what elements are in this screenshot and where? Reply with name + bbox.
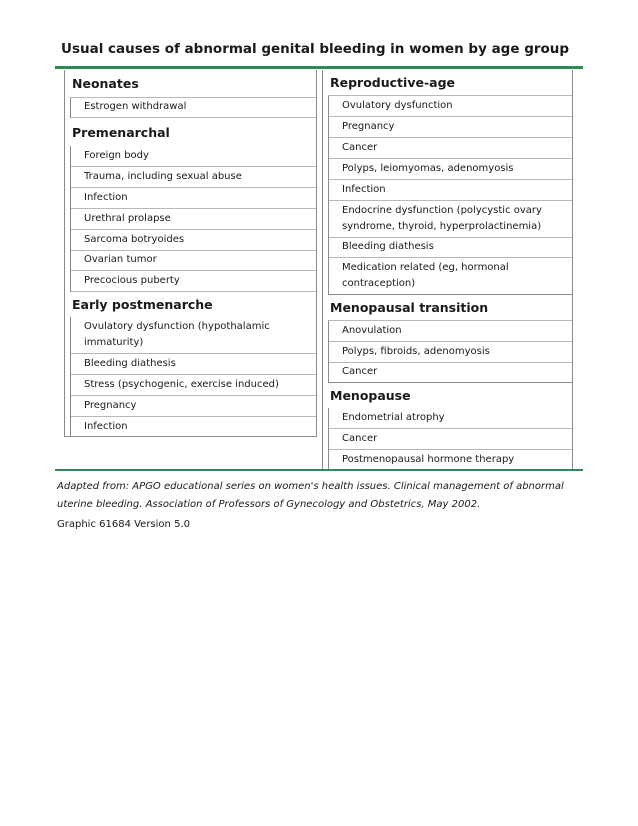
list-item: Cancer (329, 138, 572, 159)
list-item: Stress (psychogenic, exercise induced) (71, 375, 316, 396)
list-item: Infection (71, 188, 316, 209)
list-item: Infection (329, 180, 572, 201)
list-item: Bleeding diathesis (71, 354, 316, 375)
page-title: Usual causes of abnormal genital bleeding in women by age group (61, 41, 570, 57)
list-item: Foreign body (71, 146, 316, 167)
list-item: Cancer (329, 429, 572, 450)
menopausal-transition-list (328, 320, 572, 383)
neonates-list (70, 97, 316, 118)
list-item: Polyps, fibroids, adenomyosis (329, 342, 572, 363)
left-column (64, 70, 317, 437)
section-header-early-postmenarche: Early postmenarche (72, 297, 213, 312)
list-item: Endometrial atrophy (329, 408, 572, 429)
early-postmenarche-list (70, 317, 316, 437)
premenarchal-list (70, 146, 316, 292)
list-item: Endocrine dysfunction (polycystic ovary syndrome, thyroid, hyperprolactinemia) (329, 201, 572, 238)
section-header-reproductive-age: Reproductive-age (330, 75, 455, 90)
list-item: Trauma, including sexual abuse (71, 167, 316, 188)
list-item: Precocious puberty (71, 271, 316, 292)
section-header-neonates: Neonates (72, 76, 139, 91)
menopause-list (328, 408, 572, 471)
bottom-divider (55, 469, 583, 471)
list-item: Anovulation (329, 321, 572, 342)
list-item: Estrogen withdrawal (71, 98, 316, 118)
top-divider (55, 66, 583, 69)
list-item: Postmenopausal hormone therapy (329, 450, 572, 471)
list-item: Ovarian tumor (71, 251, 316, 271)
list-item: Medication related (eg, hormonal contraception) (329, 258, 572, 295)
section-header-menopausal-transition: Menopausal transition (330, 300, 489, 315)
list-item: Polyps, leiomyomas, adenomyosis (329, 159, 572, 180)
list-item: Bleeding diathesis (329, 238, 572, 258)
section-header-premenarchal: Premenarchal (72, 124, 170, 140)
list-item: Cancer (329, 363, 572, 383)
reproductive-age-list (328, 95, 572, 295)
list-item: Sarcoma botryoides (71, 230, 316, 251)
list-item: Urethral prolapse (71, 209, 316, 230)
list-item: Ovulatory dysfunction (329, 96, 572, 117)
list-item: Pregnancy (71, 396, 316, 417)
right-column (322, 70, 573, 469)
section-header-menopause: Menopause (330, 388, 411, 403)
list-item: Infection (84, 420, 128, 432)
list-item: Pregnancy (329, 117, 572, 138)
graphic-version: Graphic 61684 Version 5.0 (57, 519, 190, 530)
list-item: Ovulatory dysfunction (hypothalamic immaturity) (71, 317, 316, 354)
source-footnote: Adapted from: APGO educational series on women's health issues. Clinical management of abnormal uterine bleeding. Association of Professors of Gynecology and Obstetrics, May 2002. (57, 481, 564, 510)
